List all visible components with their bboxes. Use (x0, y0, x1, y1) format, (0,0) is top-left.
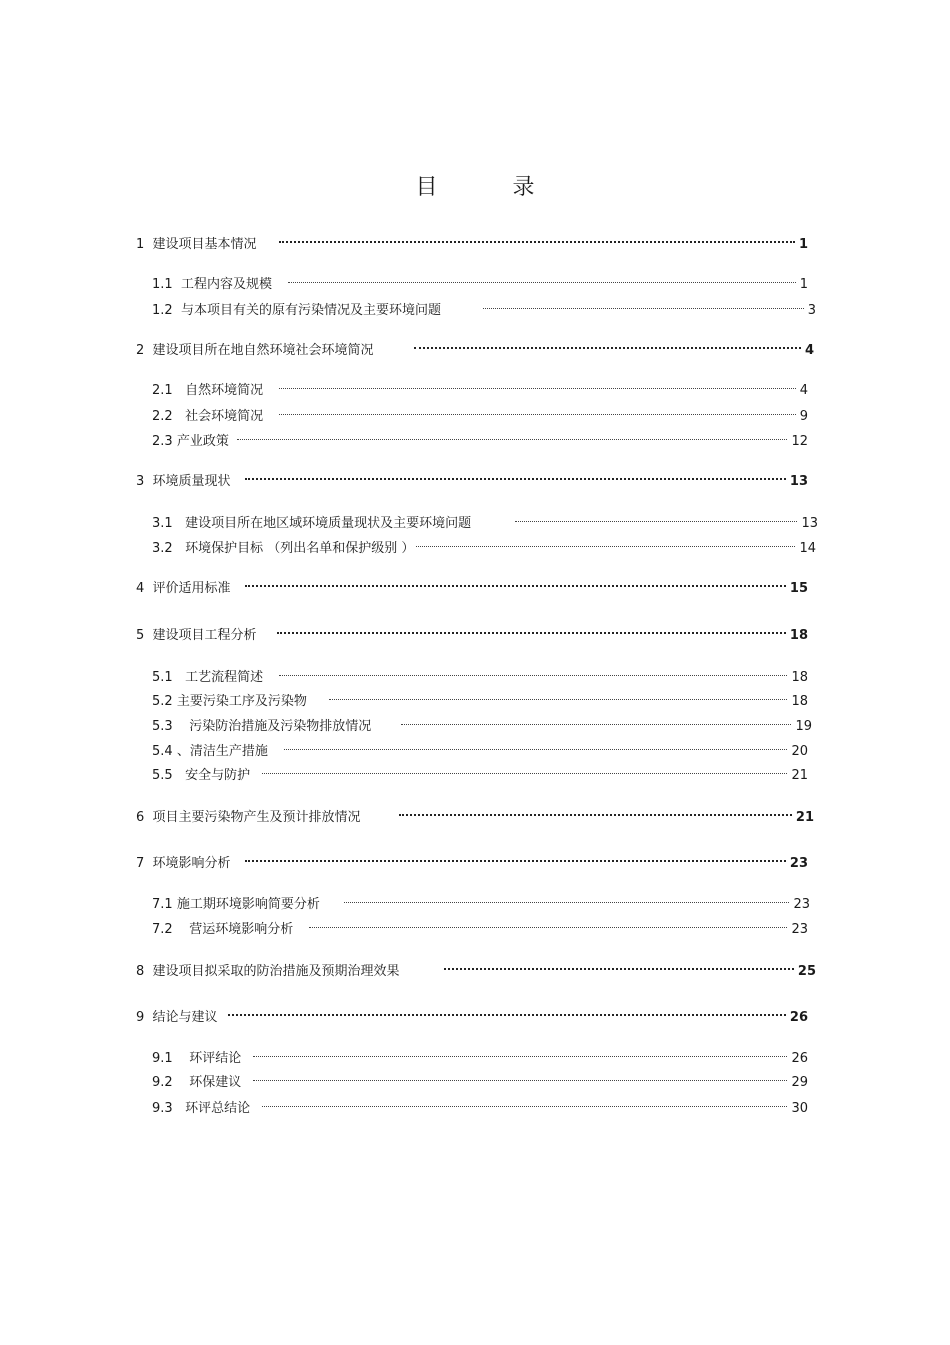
toc-entry-page: 18 (789, 628, 808, 643)
toc-entry-label: 产业政策 (176, 434, 229, 449)
toc-leader (228, 1001, 786, 1021)
toc-entry-label: 营运环境影响分析 (189, 922, 294, 937)
toc-entry-number: 5.1 (152, 670, 173, 685)
toc-entry-number: 3 (136, 474, 145, 489)
toc-entry-page: 19 (795, 719, 812, 734)
toc-entry-page: 12 (791, 434, 808, 449)
toc-entry-number: 3.2 (152, 541, 173, 556)
toc-leader (262, 1092, 787, 1112)
toc-entry-number: 1.2 (152, 303, 173, 318)
toc-entry-number: 7 (136, 856, 145, 871)
toc-entry-page: 18 (791, 694, 808, 709)
toc-entry[interactable] (136, 228, 808, 252)
toc-entry-page: 23 (789, 856, 808, 871)
toc-leader (329, 685, 788, 705)
toc-entry[interactable] (152, 507, 818, 531)
toc-entry-number: 7.2 (152, 922, 173, 937)
toc-leader (401, 710, 791, 730)
toc-entry-label: 项目主要污染物产生及预计排放情况 (152, 810, 361, 825)
toc-entry-page: 26 (789, 1010, 808, 1025)
toc-entry-number: 9 (136, 1010, 145, 1025)
toc-entry[interactable] (152, 268, 808, 292)
toc-entry[interactable] (152, 400, 808, 424)
toc-entry[interactable] (136, 1001, 808, 1025)
toc-entry-page: 14 (799, 541, 816, 556)
toc-entry-page: 1 (798, 237, 808, 252)
toc-leader (237, 425, 788, 445)
toc-entry-number: 5.4 (152, 744, 173, 759)
toc-entry-label: 社会环境简况 (185, 409, 264, 424)
toc-entry-label: 工程内容及规模 (180, 277, 272, 292)
toc-entry[interactable] (152, 888, 810, 912)
toc-entry-number: 2.1 (152, 383, 173, 398)
toc-entry[interactable] (152, 532, 816, 556)
toc-entry[interactable] (136, 801, 814, 825)
toc-entry-page: 13 (789, 474, 808, 489)
toc-entry[interactable] (152, 1066, 808, 1090)
toc-entry-page: 25 (797, 964, 816, 979)
toc-entry[interactable] (136, 955, 816, 979)
toc-entry-number: 5.5 (152, 768, 173, 783)
toc-entry-number: 2.3 (152, 434, 173, 449)
toc-leader (279, 661, 787, 681)
toc-entry-label: 评价适用标准 (152, 581, 231, 596)
toc-leader (253, 1066, 787, 1086)
toc-entry-label: 建设项目所在地自然环境社会环境简况 (152, 343, 374, 358)
toc-entry[interactable] (136, 334, 814, 358)
toc-entry-label: 建设项目工程分析 (152, 628, 257, 643)
toc-leader (344, 888, 790, 908)
toc-entry-page: 21 (795, 810, 814, 825)
toc-entry-number: 7.1 (152, 897, 173, 912)
toc-entry-page: 29 (791, 1075, 808, 1090)
toc-leader (288, 268, 796, 288)
toc-entry-number: 9.3 (152, 1101, 173, 1116)
toc-entry[interactable] (152, 759, 808, 783)
toc-entry-label: 自然环境简况 (185, 383, 264, 398)
toc-entry-page: 26 (791, 1051, 808, 1066)
toc-entry-label: 建设项目拟采取的防治措施及预期治理效果 (152, 964, 400, 979)
toc-entry[interactable] (152, 374, 808, 398)
toc-leader (277, 619, 786, 639)
toc-entry-page: 4 (799, 383, 808, 398)
toc-entry-number: 9.1 (152, 1051, 173, 1066)
toc-entry-number: 2 (136, 343, 145, 358)
toc-entry-page: 3 (807, 303, 816, 318)
toc-entry[interactable] (136, 465, 808, 489)
toc-entry-page: 13 (801, 516, 818, 531)
toc-entry[interactable] (152, 1092, 808, 1116)
toc-entry[interactable] (136, 619, 808, 643)
toc-leader (279, 374, 796, 394)
toc-leader (245, 847, 786, 867)
toc-entry[interactable] (152, 294, 816, 318)
toc-entry[interactable] (152, 685, 808, 709)
toc-entry[interactable] (152, 425, 808, 449)
toc-entry-label: 建设项目所在地区域环境质量现状及主要环境问题 (185, 516, 472, 531)
toc-entry[interactable] (152, 661, 808, 685)
toc-entry[interactable] (152, 735, 808, 759)
toc-leader (245, 465, 786, 485)
toc-leader (399, 801, 792, 821)
toc-leader (416, 532, 795, 552)
toc-entry[interactable] (152, 913, 808, 937)
toc-leader (279, 228, 795, 248)
toc-entry-label: 与本项目有关的原有污染情况及主要环境问题 (180, 303, 441, 318)
toc-entry-number: 6 (136, 810, 145, 825)
toc-leader (262, 759, 787, 779)
toc-entry-label: 环评总结论 (185, 1101, 251, 1116)
toc-entry-page: 21 (791, 768, 808, 783)
toc-entry-label: 环境保护目标 （列出名单和保护级别 ） (185, 541, 415, 556)
toc-entry-label: 、清洁生产措施 (176, 744, 268, 759)
toc-entry-number: 5 (136, 628, 145, 643)
toc-entry[interactable] (136, 847, 808, 871)
toc-entry-page: 1 (799, 277, 808, 292)
toc-entry-page: 23 (791, 922, 808, 937)
toc-entry-label: 施工期环境影响简要分析 (176, 897, 320, 912)
toc-leader (284, 735, 788, 755)
toc-leader (414, 334, 801, 354)
toc-entry-label: 污染防治措施及污染物排放情况 (189, 719, 372, 734)
toc-entry-page: 18 (791, 670, 808, 685)
toc-entry-number: 5.2 (152, 694, 173, 709)
toc-leader (515, 507, 797, 527)
toc-entry-label: 环保建议 (189, 1075, 242, 1090)
toc-leader (253, 1042, 787, 1062)
toc-leader (279, 400, 796, 420)
toc-entry-number: 5.3 (152, 719, 173, 734)
toc-entry-number: 4 (136, 581, 145, 596)
toc-entry-label: 环境质量现状 (152, 474, 231, 489)
toc-entry-page: 30 (791, 1101, 808, 1116)
toc-entry-label: 结论与建议 (152, 1010, 218, 1025)
toc-entry-page: 9 (799, 409, 808, 424)
toc-leader (483, 294, 804, 314)
toc-entry-number: 2.2 (152, 409, 173, 424)
toc-entry-page: 4 (804, 343, 814, 358)
page-title: 目 录 (415, 175, 569, 200)
toc-entry-number: 8 (136, 964, 145, 979)
toc-entry-page: 20 (791, 744, 808, 759)
toc-entry-label: 工艺流程简述 (185, 670, 264, 685)
toc-entry-number: 1 (136, 237, 145, 252)
toc-entry-page: 15 (789, 581, 808, 596)
toc-entry-number: 3.1 (152, 516, 173, 531)
toc-entry-label: 安全与防护 (185, 768, 251, 783)
toc-entry[interactable] (136, 572, 808, 596)
toc-entry-label: 主要污染工序及污染物 (176, 694, 307, 709)
toc-entry-label: 环境影响分析 (152, 856, 231, 871)
toc-entry-label: 建设项目基本情况 (152, 237, 257, 252)
toc-entry[interactable] (152, 710, 812, 734)
toc-leader (245, 572, 786, 592)
toc-leader (444, 955, 794, 975)
toc-entry-number: 9.2 (152, 1075, 173, 1090)
toc-entry-number: 1.1 (152, 277, 173, 292)
toc-entry[interactable] (152, 1042, 808, 1066)
toc-entry-label: 环评结论 (189, 1051, 242, 1066)
toc-entry-page: 23 (793, 897, 810, 912)
toc-leader (309, 913, 787, 933)
